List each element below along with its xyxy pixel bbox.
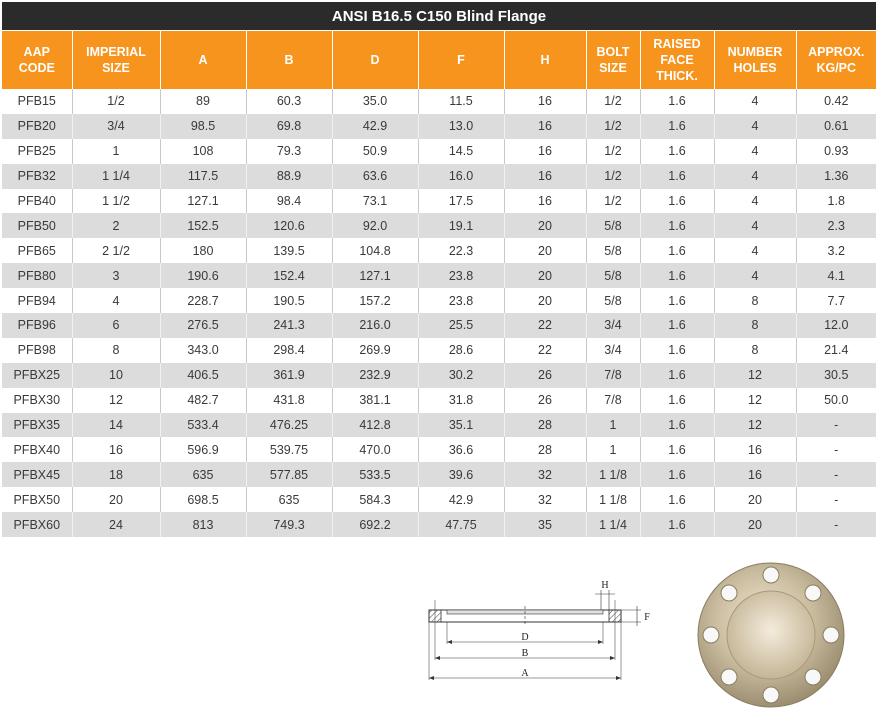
table-row [2, 213, 876, 238]
table-cell: 482.7 [160, 388, 246, 413]
table-cell: 12 [72, 388, 160, 413]
table-cell: 1/2 [72, 89, 160, 114]
table-cell: 3/4 [586, 313, 640, 338]
table-cell: 343.0 [160, 338, 246, 363]
table-cell: PFBX40 [13, 442, 61, 457]
table-cell: 381.1 [332, 388, 418, 413]
table-cell: 1 [586, 437, 640, 462]
table-cell: 692.2 [332, 512, 418, 537]
table-cell: 127.1 [160, 189, 246, 214]
table-cell: 8 [714, 313, 796, 338]
table-row [2, 164, 876, 189]
table-cell: PFB20 [2, 114, 72, 139]
table-cell: 98.4 [246, 189, 332, 214]
table-cell: 698.5 [160, 487, 246, 512]
table-row [2, 263, 876, 288]
table-cell: 1.6 [640, 114, 714, 139]
dimension-d [447, 622, 603, 644]
table-cell: 104.8 [332, 238, 418, 263]
table-cell: 3/4 [586, 338, 640, 363]
table-cell: 16 [72, 437, 160, 462]
table-cell: 69.8 [246, 114, 332, 139]
table-cell: 16 [504, 114, 586, 139]
table-cell: 1 1/4 [586, 512, 640, 537]
table-cell: 63.6 [332, 164, 418, 189]
table-cell: 13.0 [418, 114, 504, 139]
table-row [2, 487, 876, 512]
table-cell: 7.7 [796, 288, 876, 313]
table-cell: 120.6 [246, 213, 332, 238]
table-cell: 21.4 [796, 338, 876, 363]
table-cell: 1.6 [640, 462, 714, 487]
table-cell: PFBX35 [2, 413, 72, 438]
table-cell: 1/2 [586, 164, 640, 189]
table-cell: 431.8 [246, 388, 332, 413]
table-cell: PFBX60 [2, 512, 72, 537]
dimension-h [595, 580, 615, 610]
table-cell: 298.4 [246, 338, 332, 363]
table-cell: 1.6 [640, 263, 714, 288]
table-cell: 19.1 [418, 213, 504, 238]
table-cell: 22.3 [418, 238, 504, 263]
table-cell: 20 [504, 263, 586, 288]
table-cell: 16 [714, 437, 796, 462]
table-cell: 25.5 [418, 313, 504, 338]
table-cell: PFB80 [2, 263, 72, 288]
table-cell: PFBX25 [2, 363, 72, 388]
table-cell: 3 [72, 263, 160, 288]
label-d: D [521, 632, 529, 643]
table-cell: 533.4 [160, 413, 246, 438]
table-cell: 16 [504, 89, 586, 114]
table-cell: 1.36 [796, 164, 876, 189]
table-cell: 88.9 [246, 164, 332, 189]
table-cell: - [796, 487, 876, 512]
table-cell: 35.0 [332, 89, 418, 114]
table-cell: 18 [72, 462, 160, 487]
table-cell: 12 [714, 413, 796, 438]
label-b: B [521, 648, 529, 659]
table-cell: 20 [714, 487, 796, 512]
table-cell: 20 [504, 238, 586, 263]
table-row [2, 512, 876, 537]
table-cell: 31.8 [418, 388, 504, 413]
table-cell: 2.3 [796, 213, 876, 238]
table-cell: 5/8 [586, 213, 640, 238]
table-cell: 1.8 [796, 189, 876, 214]
table-cell: 17.5 [418, 189, 504, 214]
table-cell: 92.0 [332, 213, 418, 238]
table-cell: 190.6 [160, 263, 246, 288]
table-cell: 1.6 [640, 437, 714, 462]
table-cell: 0.61 [796, 114, 876, 139]
table-cell: 16 [504, 189, 586, 214]
table-cell: 1.6 [640, 213, 714, 238]
table-cell: 241.3 [246, 313, 332, 338]
table-row [2, 114, 876, 139]
table-cell: 35 [504, 512, 586, 537]
table-cell: PFB32 [2, 164, 72, 189]
table-cell: 2 1/2 [72, 238, 160, 263]
table-cell: 0.93 [796, 139, 876, 164]
table-cell: PFBX45 [2, 462, 72, 487]
table-cell: 16 [504, 139, 586, 164]
table-cell: 596.9 [160, 437, 246, 462]
table-cell: 23.8 [418, 263, 504, 288]
table-cell: 30.5 [796, 363, 876, 388]
table-cell: 1.6 [640, 89, 714, 114]
flange-dimension-drawing [415, 570, 655, 690]
label-f: F [644, 612, 650, 623]
table-cell: 276.5 [160, 313, 246, 338]
label-h: H [601, 580, 609, 591]
table-cell: 228.7 [160, 288, 246, 313]
table-cell: - [796, 413, 876, 438]
table-cell: 42.9 [418, 487, 504, 512]
table-cell: 30.2 [418, 363, 504, 388]
table-cell: 50.0 [796, 388, 876, 413]
table-cell: 4.1 [796, 263, 876, 288]
table-cell: 20 [714, 512, 796, 537]
table-cell: 533.5 [332, 462, 418, 487]
table-cell: 1.6 [640, 512, 714, 537]
table-cell: 1 1/4 [72, 164, 160, 189]
table-cell: 1.6 [640, 413, 714, 438]
table-cell: 4 [714, 263, 796, 288]
table-cell: 1 1/8 [586, 462, 640, 487]
table-cell: 32 [504, 462, 586, 487]
table-cell: 23.8 [418, 288, 504, 313]
table-cell: 1/2 [586, 189, 640, 214]
table-cell: 16 [714, 462, 796, 487]
table-cell: PFB50 [2, 213, 72, 238]
col-header: APPROX. KG/PC [796, 31, 876, 89]
table-cell: 4 [714, 189, 796, 214]
table-cell: 22 [504, 313, 586, 338]
table-cell: 20 [72, 487, 160, 512]
table-cell: 1/2 [586, 89, 640, 114]
table-cell: 4 [72, 288, 160, 313]
table-cell: PFB94 [17, 293, 56, 308]
table-cell: 635 [160, 462, 246, 487]
col-header: AAP CODE [2, 31, 72, 89]
table-cell: 127.1 [332, 263, 418, 288]
blind-flange-photo [696, 560, 846, 710]
table-cell: 4 [714, 238, 796, 263]
table-row [2, 462, 876, 487]
table-cell: 4 [714, 164, 796, 189]
table-row [2, 413, 876, 438]
table-cell: 1.6 [640, 338, 714, 363]
table-cell: 60.3 [246, 89, 332, 114]
table-cell: 1.6 [640, 189, 714, 214]
table-cell: 24 [72, 512, 160, 537]
flange-section-view [429, 600, 621, 628]
col-header: BOLT SIZE [586, 31, 640, 89]
table-cell: 8 [72, 338, 160, 363]
table-cell: 7/8 [586, 363, 640, 388]
table-cell: 1.6 [640, 363, 714, 388]
table-cell: 152.4 [246, 263, 332, 288]
table-cell: 749.3 [246, 512, 332, 537]
table-cell: 3.2 [796, 238, 876, 263]
table-cell: 50.9 [332, 139, 418, 164]
table-cell: 476.25 [246, 413, 332, 438]
table-cell: 1 1/8 [586, 487, 640, 512]
col-header: NUMBER HOLES [714, 31, 796, 89]
table-cell: 152.5 [160, 213, 246, 238]
table-cell: 1.6 [640, 238, 714, 263]
table-cell: 0.42 [796, 89, 876, 114]
table-cell: 35.1 [418, 413, 504, 438]
table-cell: 28 [504, 413, 586, 438]
table-cell: 16.0 [418, 164, 504, 189]
table-cell: 361.9 [246, 363, 332, 388]
table-cell: 32 [504, 487, 586, 512]
table-cell: 577.85 [246, 462, 332, 487]
table-cell: 12 [714, 388, 796, 413]
table-row [2, 288, 876, 313]
table-cell: 28.6 [418, 338, 504, 363]
table-cell: PFB15 [17, 94, 56, 109]
table-cell: PFB65 [17, 243, 56, 258]
table-row [2, 338, 876, 363]
table-cell: 73.1 [332, 189, 418, 214]
table-cell: 635 [246, 487, 332, 512]
table-cell: 157.2 [332, 288, 418, 313]
table-cell: 12 [714, 363, 796, 388]
col-header: B [246, 31, 332, 89]
table-cell: 42.9 [332, 114, 418, 139]
table-cell: 1.6 [640, 164, 714, 189]
table-cell: 8 [714, 338, 796, 363]
dimension-f [621, 606, 650, 626]
col-header: RAISED FACE THICK. [640, 31, 714, 89]
flange-spec-table [2, 31, 876, 537]
table-cell: 232.9 [332, 363, 418, 388]
table-row [2, 139, 876, 164]
table-cell: 16 [504, 164, 586, 189]
table-cell: 28 [504, 437, 586, 462]
col-header: IMPERIAL SIZE [72, 31, 160, 89]
table-cell: 1.6 [640, 288, 714, 313]
table-cell: 14 [72, 413, 160, 438]
table-cell: PFB96 [2, 313, 72, 338]
table-cell: 2 [72, 213, 160, 238]
table-cell: 4 [714, 114, 796, 139]
table-cell: 36.6 [418, 437, 504, 462]
table-cell: 813 [160, 512, 246, 537]
table-cell: 26 [504, 388, 586, 413]
table-row [2, 388, 876, 413]
table-cell: 5/8 [586, 263, 640, 288]
table-cell: 12.0 [796, 313, 876, 338]
table-cell: PFBX50 [13, 492, 61, 507]
table-cell: 470.0 [332, 437, 418, 462]
table-cell: PFB98 [17, 343, 56, 358]
table-cell: 108 [160, 139, 246, 164]
table-cell: 139.5 [246, 238, 332, 263]
table-cell: 539.75 [246, 437, 332, 462]
table-cell: - [796, 437, 876, 462]
table-row [2, 89, 876, 114]
table-cell: 584.3 [332, 487, 418, 512]
table-cell: 1 [72, 139, 160, 164]
table-cell: 1 1/2 [72, 189, 160, 214]
table-cell: 216.0 [332, 313, 418, 338]
table-cell: 406.5 [160, 363, 246, 388]
table-row [2, 437, 876, 462]
table-cell: 22 [504, 338, 586, 363]
table-cell: PFBX30 [13, 393, 61, 408]
table-cell: 39.6 [418, 462, 504, 487]
table-cell: 269.9 [332, 338, 418, 363]
table-cell: 10 [72, 363, 160, 388]
table-cell: 3/4 [72, 114, 160, 139]
col-header: F [418, 31, 504, 89]
table-cell: 4 [714, 89, 796, 114]
col-header: D [332, 31, 418, 89]
table-row [2, 363, 876, 388]
table-cell: 11.5 [418, 89, 504, 114]
label-a: A [521, 668, 529, 679]
table-cell: 98.5 [160, 114, 246, 139]
table-cell: - [796, 512, 876, 537]
table-cell: 1.6 [640, 139, 714, 164]
table-cell: 1/2 [586, 139, 640, 164]
table-cell: 89 [160, 89, 246, 114]
table-cell: 8 [714, 288, 796, 313]
table-cell: 412.8 [332, 413, 418, 438]
table-cell: 4 [714, 213, 796, 238]
table-cell: 5/8 [586, 238, 640, 263]
table-cell: PFB40 [17, 194, 56, 208]
table-cell: 180 [160, 238, 246, 263]
table-title: ANSI B16.5 C150 Blind Flange [2, 2, 876, 30]
table-cell: 1 [586, 413, 640, 438]
table-cell: 7/8 [586, 388, 640, 413]
header-row [2, 31, 876, 89]
table-cell: 26 [504, 363, 586, 388]
table-cell: 1.6 [640, 388, 714, 413]
col-header: A [160, 31, 246, 89]
table-cell: 4 [714, 139, 796, 164]
table-cell: 117.5 [160, 164, 246, 189]
table-row [2, 238, 876, 263]
table-cell: 47.75 [418, 512, 504, 537]
table-cell: 14.5 [418, 139, 504, 164]
table-cell: 5/8 [586, 288, 640, 313]
table-cell: 1/2 [586, 114, 640, 139]
table-row [2, 189, 876, 214]
table-cell: PFB25 [17, 144, 56, 159]
table-cell: 190.5 [246, 288, 332, 313]
table-cell: 6 [72, 313, 160, 338]
table-cell: 79.3 [246, 139, 332, 164]
table-row [2, 313, 876, 338]
table-cell: 20 [504, 213, 586, 238]
table-cell: 1.6 [640, 487, 714, 512]
table-cell: 1.6 [640, 313, 714, 338]
table-cell: - [796, 462, 876, 487]
col-header: H [504, 31, 586, 89]
table-cell: 20 [504, 288, 586, 313]
